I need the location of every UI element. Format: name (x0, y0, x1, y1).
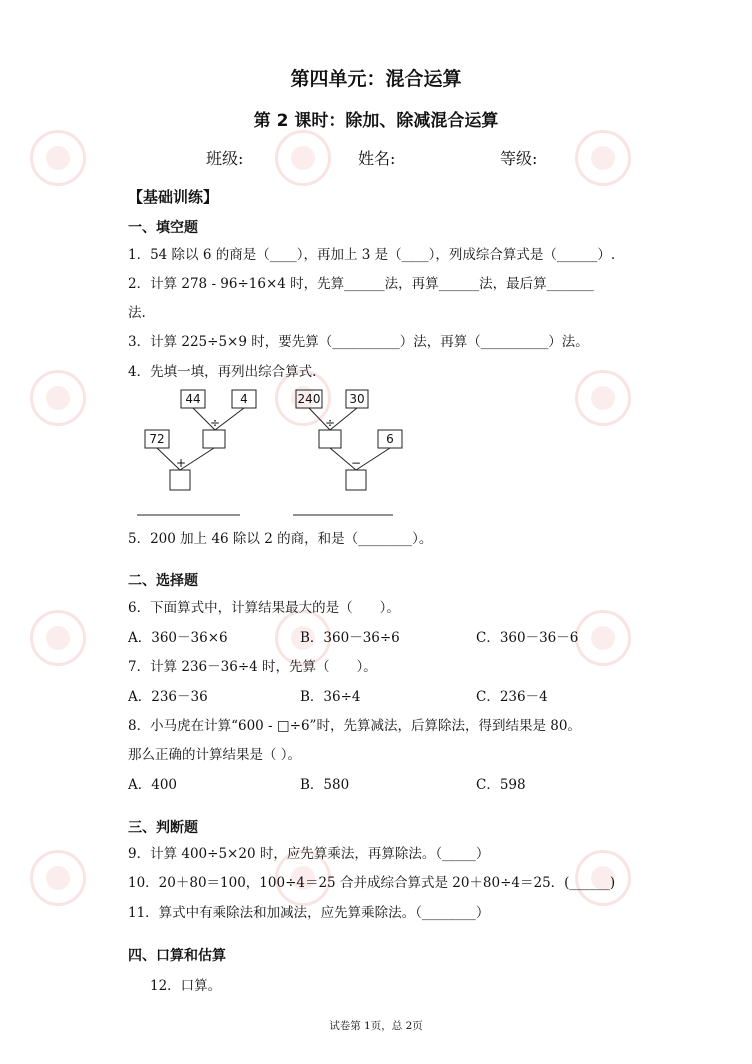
d2-op-bottom: − (350, 456, 362, 470)
q6-option-b: B．360－36÷6 (300, 630, 400, 646)
section-main-heading: 【基础训练】 (128, 188, 219, 206)
q8-option-a: A．400 (128, 777, 178, 793)
page-subtitle: 第 2 课时：除加、除减混合运算 (253, 111, 499, 131)
question-12: 12．口算。 (150, 978, 222, 994)
name-label: 姓名: (358, 149, 396, 168)
q6-option-a: A．360－36×6 (128, 630, 228, 646)
d2-top-right: 30 (349, 392, 365, 406)
d2-op-top: ÷ (324, 416, 336, 430)
q8-option-b: B．580 (300, 777, 350, 793)
d1-op-bottom: + (175, 456, 187, 470)
q7-option-c: C．236－4 (476, 689, 548, 705)
d1-top-left: 44 (185, 392, 201, 406)
part4-heading: 四、口算和估算 (128, 948, 226, 964)
question-5: 5．200 加上 46 除以 2 的商，和是（________）。 (128, 531, 433, 547)
question-9: 9．计算 400÷5×20 时，应先算乘法，再算除法。（_____） (128, 846, 490, 862)
question-8-line1: 8．小马虎在计算“600 - □÷6”时，先算减法，后算除法，得到结果是 80。 (128, 718, 581, 734)
grade-label: 等级: (500, 149, 538, 168)
part2-heading: 二、选择题 (128, 573, 198, 589)
q7-option-b: B．36÷4 (300, 689, 361, 705)
page-footer: 试卷第 1页，总 2页 (329, 1020, 423, 1032)
d1-op-top: ÷ (209, 416, 221, 430)
question-7: 7．计算 236－36÷4 时，先算（ ）。 (128, 659, 377, 675)
part3-heading: 三、判断题 (128, 820, 198, 836)
q7-option-a: A．236－36 (128, 689, 208, 705)
question-3: 3．计算 225÷5×9 时，要先算（__________）法，再算（__________）法。 (128, 334, 589, 350)
question-10: 10．20＋80＝100，100÷4＝25 合并成综合算式是 20＋80÷4＝25．(______) (128, 875, 616, 891)
question-11: 11．算式中有乘除法和加减法，应先算乘除法。（________） (128, 905, 490, 921)
question-8-line2: 那么正确的计算结果是（ ）。 (128, 747, 302, 763)
d1-left: 72 (149, 432, 165, 446)
question-4: 4．先填一填，再列出综合算式. (128, 364, 317, 380)
q6-option-c: C．360－36－6 (476, 630, 579, 646)
q8-option-c: C．598 (476, 777, 526, 793)
d2-right: 6 (386, 432, 394, 446)
part1-heading: 一、填空题 (128, 220, 198, 236)
d1-top-right: 4 (240, 392, 248, 406)
question-6: 6．下面算式中，计算结果最大的是（ ）。 (128, 600, 400, 616)
class-label: 班级: (206, 149, 244, 168)
page-title: 第四单元：混合运算 (290, 68, 462, 90)
question-1: 1．54 除以 6 的商是（____），再加上 3 是（____），列成综合算式是（______）. (128, 247, 616, 263)
d2-top-left: 240 (297, 392, 321, 406)
question-2-line1: 2．计算 278 - 96÷16×4 时，先算______法，再算______法，最后算_______ (128, 276, 594, 292)
question-2-line2: 法. (128, 305, 146, 321)
